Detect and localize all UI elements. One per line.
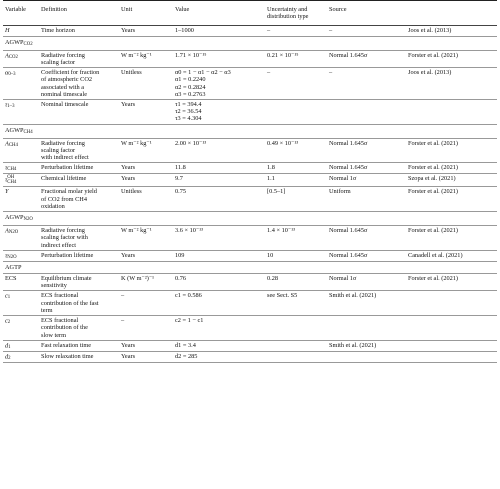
variable-subscript: 2	[8, 355, 11, 361]
cell-reference	[406, 316, 497, 341]
variable-scripts	[9, 227, 18, 235]
cell-reference: Forster et al. (2021)	[406, 226, 497, 251]
variable-scripts	[7, 175, 16, 185]
header-reference	[406, 1, 497, 26]
cell-unit: W m⁻² kg⁻¹	[119, 138, 173, 163]
cell-value: 0.75	[173, 187, 265, 212]
cell-unit: Unitless	[119, 68, 173, 100]
cell-unit: K (W m⁻²)⁻¹	[119, 274, 173, 291]
section-row	[3, 36, 497, 50]
cell-reference: Forster et al. (2021)	[406, 50, 497, 67]
section-name: AGWP	[5, 214, 24, 222]
variable-symbol: Y	[5, 188, 9, 196]
variable-symbol: τ	[5, 252, 8, 260]
cell-source: Normal 1.645σ	[327, 163, 406, 174]
table-row	[3, 187, 497, 212]
cell-unit: Years	[119, 100, 173, 125]
variable-scripts	[9, 140, 18, 148]
cell-reference: Canadell et al. (2021)	[406, 250, 497, 261]
cell-value: τ1 = 394.4 τ2 = 36.54 τ3 = 4.304	[173, 100, 265, 125]
variable-scripts	[8, 69, 15, 77]
cell-value: 1–1000	[173, 26, 265, 36]
cell-reference: Forster et al. (2021)	[406, 187, 497, 212]
cell-reference: Forster et al. (2021)	[406, 138, 497, 163]
cell-source: Normal 1.645σ	[327, 138, 406, 163]
cell-source: –	[327, 68, 406, 100]
cell-unit: Years	[119, 174, 173, 187]
section-label	[3, 124, 497, 138]
cell-source: Normal 1σ	[327, 274, 406, 291]
cell-value: d2 = 285	[173, 351, 265, 362]
section-name: AGWP	[5, 38, 24, 46]
cell-source: Normal 1.645σ	[327, 226, 406, 251]
cell-source: Normal 1.645σ	[327, 250, 406, 261]
cell-variable	[3, 68, 39, 100]
cell-unit: Years	[119, 26, 173, 36]
cell-definition: Radiative forcing scaling factor with indirect effect	[39, 138, 119, 163]
header-definition: Definition	[39, 1, 119, 26]
cell-unit: Unitless	[119, 187, 173, 212]
variable-symbol: A	[5, 140, 9, 148]
cell-source: Smith et al. (2021)	[327, 340, 406, 351]
cell-reference	[406, 340, 497, 351]
cell-definition: Radiative forcing scaling factor	[39, 50, 119, 67]
variable-subscript: N2O	[8, 230, 19, 236]
cell-variable	[3, 187, 39, 212]
cell-variable	[3, 163, 39, 174]
section-row	[3, 124, 497, 138]
variable-superscript: OH	[7, 175, 15, 181]
cell-variable	[3, 100, 39, 125]
section-row	[3, 212, 497, 226]
variable-scripts	[7, 252, 16, 260]
cell-variable	[3, 50, 39, 67]
variable-subscript: 0–3	[8, 72, 16, 78]
cell-reference	[406, 291, 497, 316]
table-row	[3, 274, 497, 291]
variable-subscript: CO2	[8, 54, 18, 60]
cell-variable	[3, 138, 39, 163]
cell-value: 0.76	[173, 274, 265, 291]
cell-reference: Joos et al. (2013)	[406, 68, 497, 100]
table-header-row	[3, 1, 497, 26]
cell-source	[327, 316, 406, 341]
cell-unit: –	[119, 291, 173, 316]
cell-definition: Perturbation lifetime	[39, 250, 119, 261]
table-body	[3, 26, 497, 362]
section-label	[3, 261, 497, 273]
cell-definition: ECS fractional contribution of the slow term	[39, 316, 119, 341]
cell-variable	[3, 316, 39, 341]
cell-uncertainty	[265, 351, 327, 362]
cell-source: Uniform	[327, 187, 406, 212]
cell-variable	[3, 340, 39, 351]
section-label	[3, 36, 497, 50]
table-row	[3, 26, 497, 36]
variable-subscript: CH4	[7, 167, 17, 173]
header-variable: Variable	[3, 1, 39, 26]
table-row	[3, 340, 497, 351]
cell-reference: Szopa et al. (2021)	[406, 174, 497, 187]
variable-subscript: 1–3	[7, 104, 15, 110]
cell-definition: Chemical lifetime	[39, 174, 119, 187]
variable-scripts	[7, 101, 14, 109]
table-row	[3, 138, 497, 163]
table-row	[3, 291, 497, 316]
section-name: AGWP	[5, 126, 24, 134]
cell-value: α0 = 1 − α1 − α2 − α3 α1 = 0.2240 α2 = 0.2824 α3 = 0.2763	[173, 68, 265, 100]
section-row	[3, 261, 497, 273]
header-uncertainty: Uncertainty and distribution type	[265, 1, 327, 26]
cell-uncertainty: [0.5–1]	[265, 187, 327, 212]
cell-value: c2 = 1 − c1	[173, 316, 265, 341]
header-unit: Unit	[119, 1, 173, 26]
cell-definition: Coefficient for fraction of atmospheric CO2 associated with a nominal timescale	[39, 68, 119, 100]
cell-value: d1 = 3.4	[173, 340, 265, 351]
cell-variable	[3, 351, 39, 362]
variable-symbol: d	[5, 353, 9, 361]
cell-value: 2.00 × 10⁻¹³	[173, 138, 265, 163]
table-row	[3, 226, 497, 251]
cell-unit: W m⁻² kg⁻¹	[119, 226, 173, 251]
cell-uncertainty	[265, 100, 327, 125]
cell-definition: Perturbation lifetime	[39, 163, 119, 174]
cell-unit: Years	[119, 250, 173, 261]
variable-symbol: τ	[5, 101, 8, 109]
variable-symbol: A	[5, 52, 9, 60]
cell-definition: Slow relaxation time	[39, 351, 119, 362]
cell-definition: Radiative forcing scaling factor with indirect effect	[39, 226, 119, 251]
cell-uncertainty	[265, 340, 327, 351]
table-row	[3, 50, 497, 67]
cell-definition: Fast relaxation time	[39, 340, 119, 351]
variable-symbol: c	[5, 292, 8, 300]
variable-symbol: H	[5, 27, 10, 35]
variable-scripts	[8, 353, 10, 361]
cell-uncertainty: –	[265, 68, 327, 100]
table-row	[3, 100, 497, 125]
variable-scripts	[8, 317, 10, 325]
cell-variable	[3, 226, 39, 251]
variable-symbol: ECS	[5, 275, 17, 283]
cell-uncertainty: 1.1	[265, 174, 327, 187]
table-row	[3, 250, 497, 261]
cell-reference	[406, 351, 497, 362]
cell-source: Normal 1.645σ	[327, 50, 406, 67]
cell-variable	[3, 26, 39, 36]
table-row	[3, 351, 497, 362]
variable-scripts	[7, 164, 16, 172]
cell-unit: Years	[119, 351, 173, 362]
cell-uncertainty: –	[265, 26, 327, 36]
cell-definition: Equilibrium climate sensitivity	[39, 274, 119, 291]
table-row	[3, 68, 497, 100]
header-source: Source	[327, 1, 406, 26]
variable-subscript: 2	[7, 320, 11, 326]
cell-unit: –	[119, 316, 173, 341]
header-value: Value	[173, 1, 265, 26]
variable-scripts	[9, 52, 18, 60]
cell-definition: Fractional molar yield of CO2 from CH4 oxidation	[39, 187, 119, 212]
cell-reference: Forster et al. (2021)	[406, 163, 497, 174]
variable-symbol: τ	[5, 164, 8, 172]
cell-value: 1.71 × 10⁻¹⁵	[173, 50, 265, 67]
cell-value: 3.6 × 10⁻¹³	[173, 226, 265, 251]
table-row	[3, 316, 497, 341]
section-subscript: CH4	[23, 129, 33, 135]
cell-variable	[3, 291, 39, 316]
variable-symbol: c	[5, 317, 8, 325]
cell-reference: Forster et al. (2021)	[406, 274, 497, 291]
cell-uncertainty: 10	[265, 250, 327, 261]
table-row	[3, 174, 497, 187]
variable-scripts	[8, 342, 10, 350]
section-name: AGTP	[5, 263, 22, 271]
cell-uncertainty: 0.21 × 10⁻¹⁵	[265, 50, 327, 67]
parameter-table	[3, 0, 497, 363]
cell-unit: W m⁻² kg⁻¹	[119, 50, 173, 67]
variable-symbol: A	[5, 227, 9, 235]
cell-source: Normal 1σ	[327, 174, 406, 187]
cell-source: Smith et al. (2021)	[327, 291, 406, 316]
cell-uncertainty: 0.28	[265, 274, 327, 291]
cell-reference: Joos et al. (2013)	[406, 26, 497, 36]
cell-variable	[3, 250, 39, 261]
cell-value: c1 = 0.586	[173, 291, 265, 316]
cell-definition: Nominal timescale	[39, 100, 119, 125]
cell-value: 9.7	[173, 174, 265, 187]
variable-subscript: N2O	[7, 254, 17, 260]
cell-definition: ECS fractional contribution of the fast term	[39, 291, 119, 316]
cell-source: –	[327, 26, 406, 36]
cell-uncertainty	[265, 316, 327, 341]
cell-uncertainty: see Sect. S5	[265, 291, 327, 316]
cell-variable	[3, 274, 39, 291]
section-subscript: N2O	[23, 217, 33, 223]
variable-subscript: 1	[8, 344, 11, 350]
variable-subscript: 1	[7, 295, 11, 301]
variable-symbol: α	[5, 69, 9, 77]
cell-reference	[406, 100, 497, 125]
cell-unit: Years	[119, 163, 173, 174]
cell-source	[327, 100, 406, 125]
table-row	[3, 163, 497, 174]
cell-definition: Time horizon	[39, 26, 119, 36]
cell-uncertainty: 1.4 × 10⁻¹³	[265, 226, 327, 251]
section-subscript: CO2	[23, 41, 33, 47]
cell-uncertainty: 1.8	[265, 163, 327, 174]
cell-unit: Years	[119, 340, 173, 351]
variable-symbol: τ	[5, 176, 8, 184]
cell-variable	[3, 174, 39, 187]
cell-value: 109	[173, 250, 265, 261]
cell-source	[327, 351, 406, 362]
variable-subscript: CH4	[7, 180, 17, 186]
variable-scripts	[8, 292, 10, 300]
cell-uncertainty: 0.49 × 10⁻¹³	[265, 138, 327, 163]
variable-subscript: CH4	[8, 142, 18, 148]
variable-symbol: d	[5, 342, 9, 350]
cell-value: 11.8	[173, 163, 265, 174]
section-label	[3, 212, 497, 226]
